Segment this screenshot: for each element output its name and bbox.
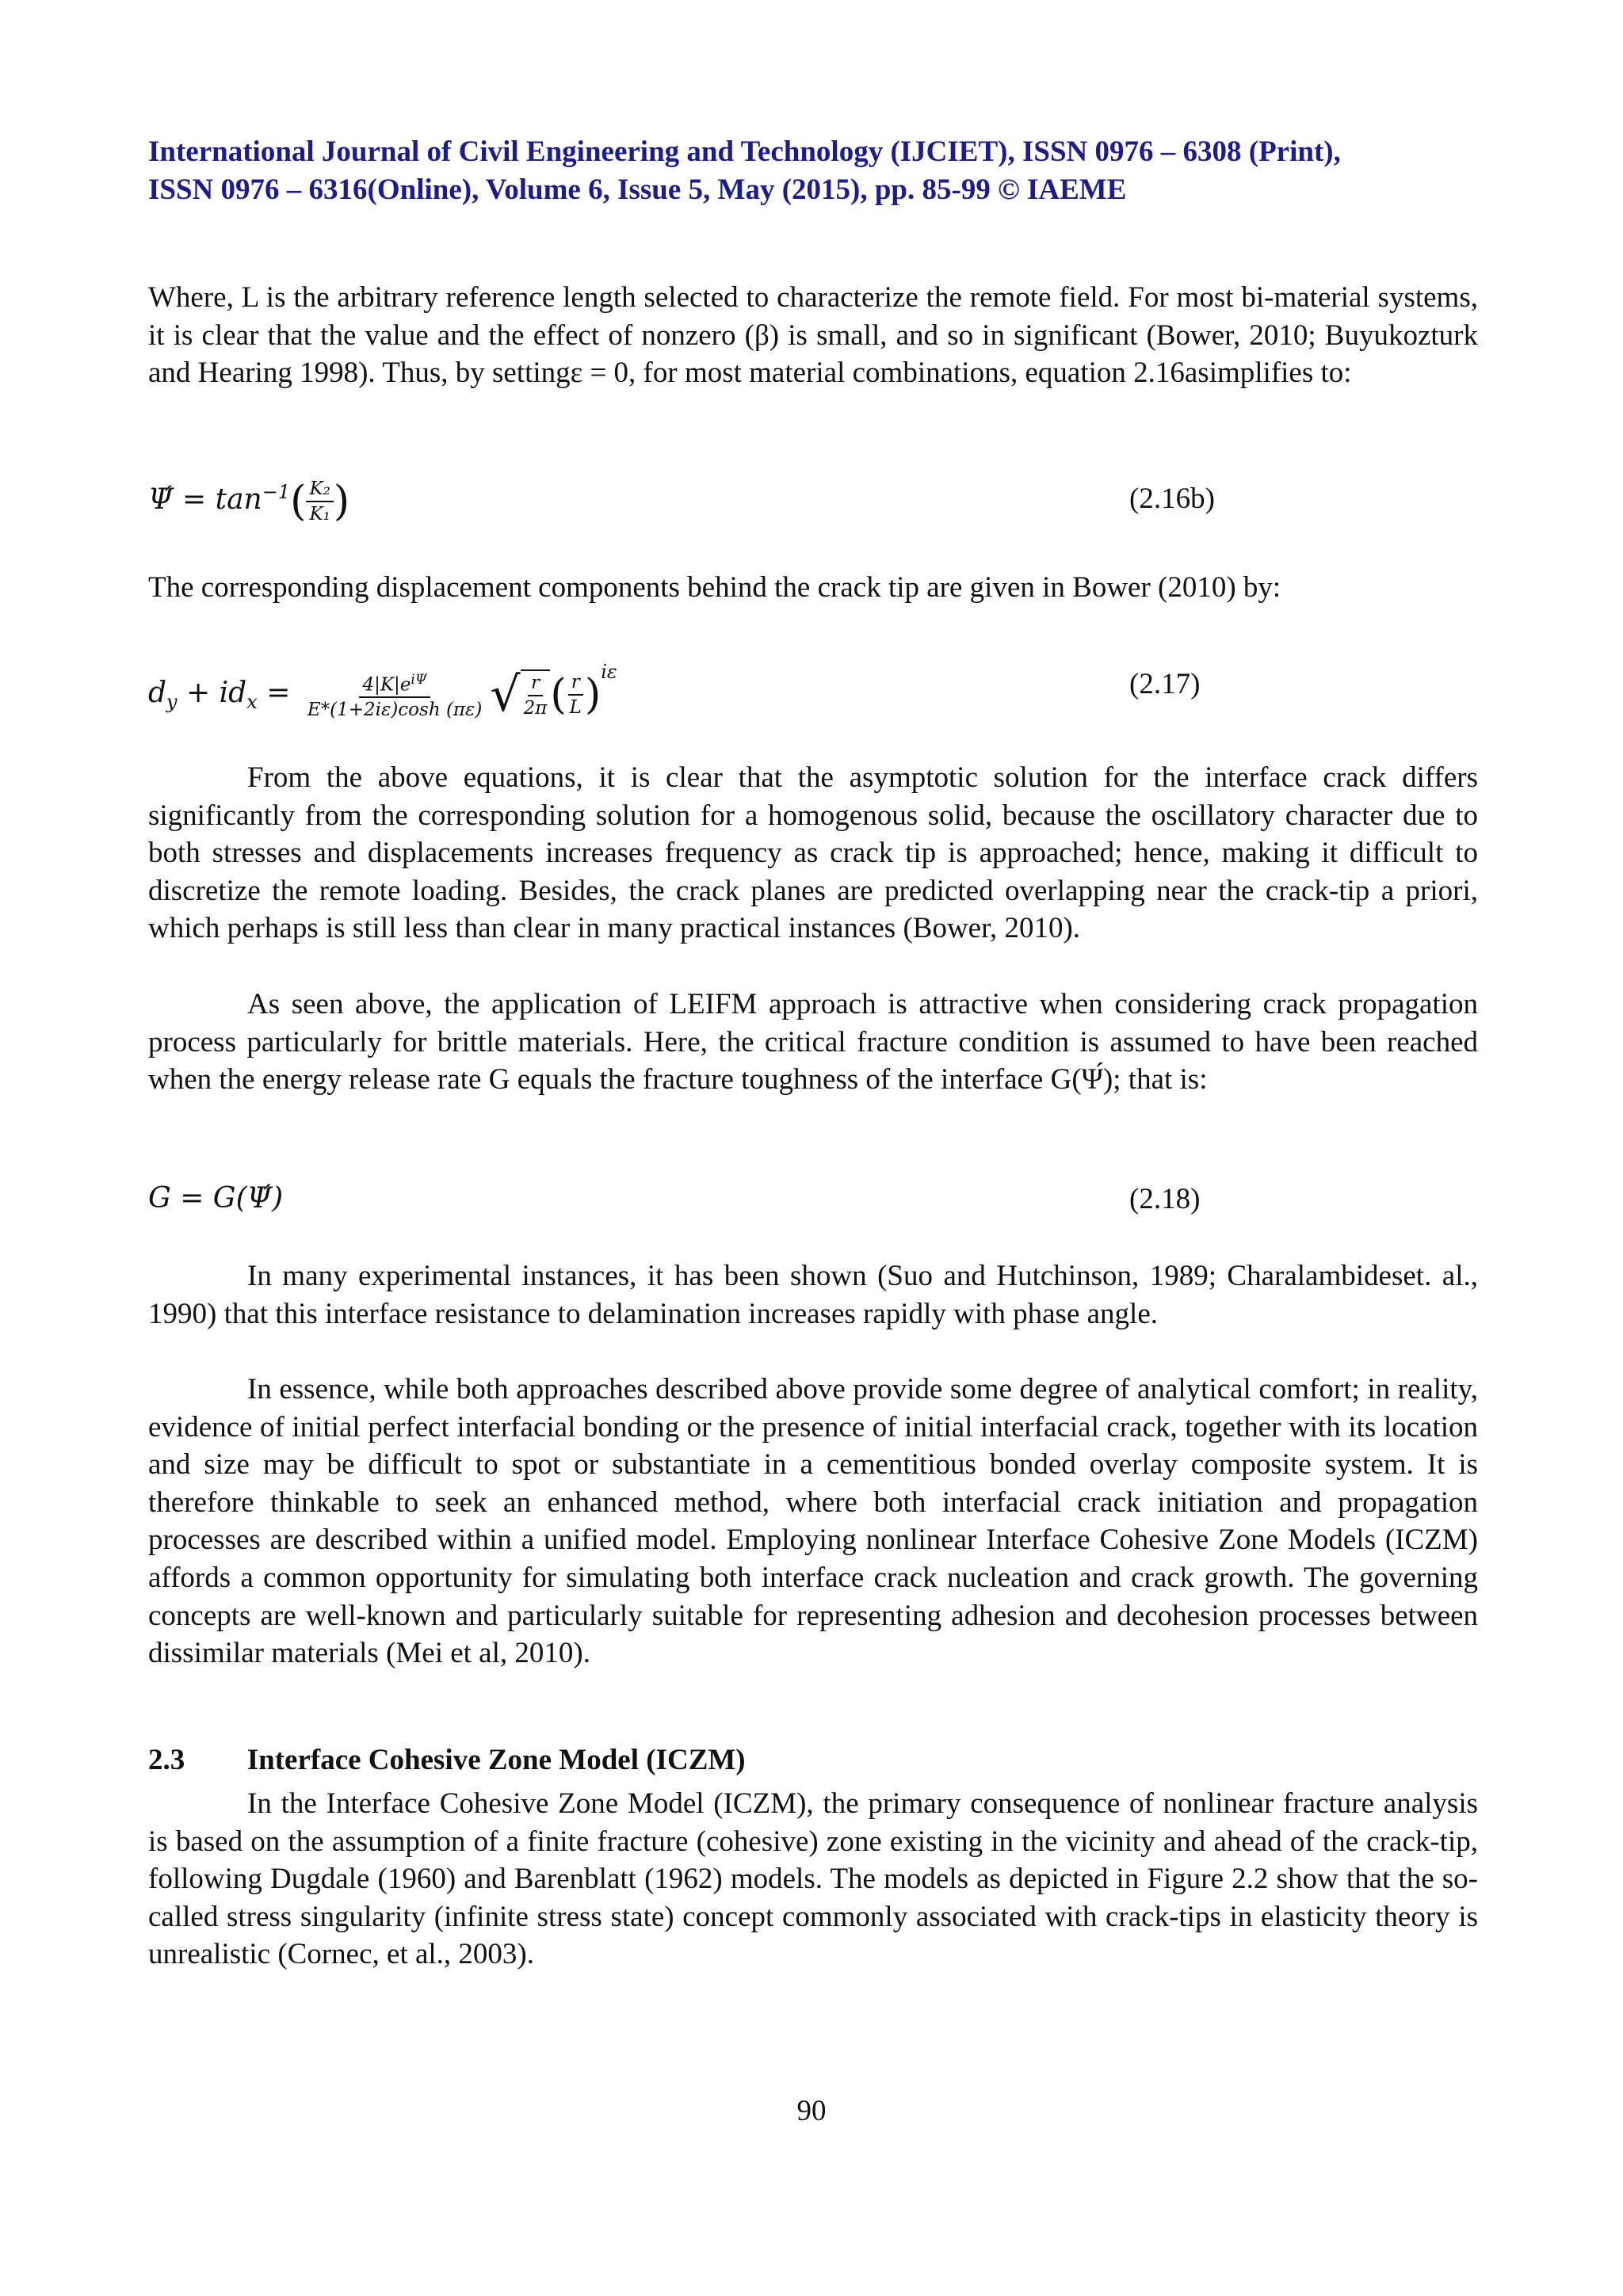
equation-2-17: $d_y + id_x$ = $\frac{4|K|e^{i\Psi}}{E*(1+2i\varepsilon)\cosh (\pi\varepsilon)}$ √ $\frac{r}{2\pi}$ ( $\frac{r}{L}$ )$^{i\varepsilon}$ — [148, 661, 617, 723]
paragraph-4: As seen above, the application of LEIFM approach is attractive when considering crack propagation process particularly for brittle materials. Here, the critical fracture condition is assumed to have been reached when the energy release rate G equals the fracture toughness of the interface G(Ψ́); that is: — [148, 988, 1478, 1097]
eq217-p-num: r — [568, 670, 583, 696]
eq217-p-sup: iε — [601, 661, 617, 683]
journal-header — [148, 133, 1495, 209]
eq216b-num: K₂ — [306, 477, 333, 502]
sqrt-symbol: √ — [490, 667, 521, 723]
eq217-d: d — [148, 677, 167, 709]
equation-2-18 — [148, 1179, 1478, 1226]
eq217-sqrt-den: 2π — [523, 698, 548, 719]
eq216b-sup: −1 — [262, 481, 291, 503]
eq216b-den: K₁ — [309, 504, 330, 524]
eq217-num: 4|K|e — [362, 674, 411, 696]
header-line-2: ISSN 0976 – 6316(Online), Volume 6, Issue 5, May (2015), pp. 85-99 © IAEME — [148, 174, 1127, 206]
eq217-p-den: L — [569, 697, 582, 718]
eq217-eq: = — [257, 677, 300, 709]
eq217-den: E*(1+2iε)cosh (πε) — [307, 700, 483, 721]
equation-2-16b: Ψ́ = $\tan^{-1}$( $\frac{\text{K₂}}{\text{K₁}}$ ) — [148, 478, 350, 525]
paragraph-2: The corresponding displacement components behind the crack tip are given in Bower (2010) by: — [148, 571, 1281, 604]
eq217-sub-x: x — [246, 691, 258, 714]
eq217-sqrt-num: r — [528, 671, 543, 696]
equation-number-2-16b: (2.16b) — [1129, 482, 1215, 515]
paragraph-1: Where, L is the arbitrary reference length selected to characterize the remote field. For most bi-material systems, it is clear that the value and the effect of nonzero (β) is small, and so in significant (Bower, 2010; Buyukozturk and Hearing 1998). Thus, by settingε = 0, for most material combinations, equation 2.16asimplifies to: — [148, 281, 1478, 390]
section-number: 2.3 — [148, 1744, 185, 1776]
section-title: Interface Cohesive Zone Model (ICZM) — [246, 1744, 746, 1776]
equation-number-2-18: (2.18) — [1129, 1183, 1201, 1215]
page-number: 90 — [796, 2095, 827, 2127]
equation-number-2-17: (2.17) — [1129, 668, 1201, 700]
paragraph-6: In essence, while both approaches described above provide some degree of analytical comfort; in reality, evidence of initial perfect interfacial bonding or the presence of initial interfacial crack, together with its location and size may be difficult to spot or substantiate in a cementitious bonded overlay composite system. It is therefore thinkable to seek an enhanced method, where both interfacial crack initiation and propagation processes are described within a unified model. Employing nonlinear Interface Cohesive Zone Models (ICZM) affords a common opportunity for simulating both interface crack nucleation and crack growth. The governing concepts are well-known and particularly suitable for representing adhesion and decohesion processes between dissimilar materials (Mei et al, 2010). — [148, 1373, 1478, 1670]
section-heading — [148, 1743, 746, 1777]
eq216b-lhs: Ψ́ = tan — [148, 483, 262, 516]
eq217-mid: + id — [177, 677, 247, 709]
eq217-num-sup: iΨ — [411, 671, 427, 688]
header-line-1: International Journal of Civil Engineering and Technology (IJCIET), ISSN 0976 – 6308 (Print), — [148, 135, 1341, 168]
eq218-expr: G = G(Ψ́) — [148, 1182, 284, 1215]
paragraph-5: In many experimental instances, it has been shown (Suo and Hutchinson, 1989; Charalambideset. al., 1990) that this interface resistance to delamination increases rapidly with phase angle. — [148, 1260, 1478, 1330]
eq217-sub-y: y — [166, 691, 178, 714]
paragraph-7: In the Interface Cohesive Zone Model (ICZM), the primary consequence of nonlinear fracture analysis is based on the assumption of a finite fracture (cohesive) zone existing in the vicinity and ahead of the crack-tip, following Dugdale (1960) and Barenblatt (1962) models. The models as depicted in Figure 2.2 show that the so-called stress singularity (infinite stress state) concept commonly associated with crack-tips in elasticity theory is unrealistic (Cornec, et al., 2003). — [148, 1787, 1478, 1971]
paragraph-3: From the above equations, it is clear that the asymptotic solution for the interface crack differs significantly from the corresponding solution for a homogenous solid, because the oscillatory character due to both stresses and displacements increases frequency as crack tip is approached; hence, making it difficult to discretize the remote loading. Besides, the crack planes are predicted overlapping near the crack-tip a priori, which perhaps is still less than clear in many practical instances (Bower, 2010). — [148, 761, 1478, 945]
